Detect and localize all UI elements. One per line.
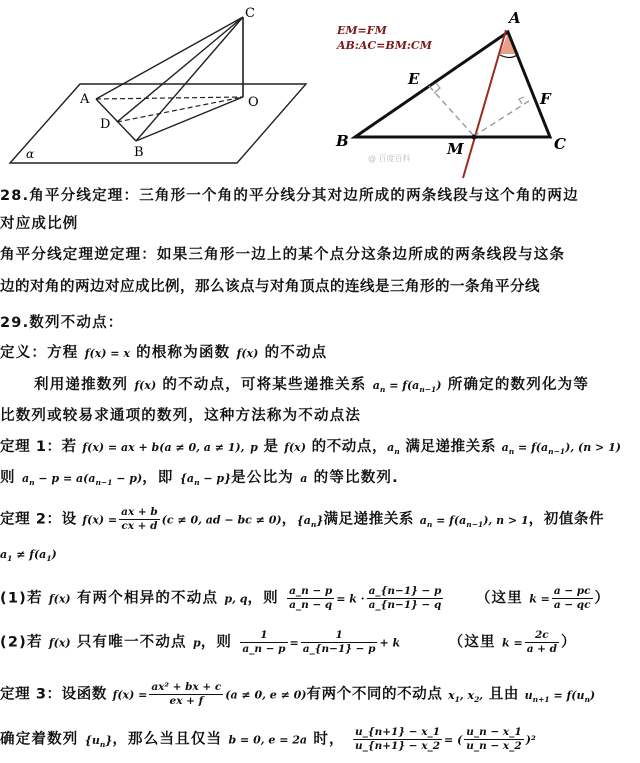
thm2-case2 xyxy=(0,629,577,656)
case2-text-a: 只有唯一不动点 xyxy=(76,634,187,651)
thm1-label: 定理 1： xyxy=(0,439,62,455)
thm1-math4: $a_n$ xyxy=(387,441,400,457)
s29-para1-line1 xyxy=(34,373,589,394)
thm3-l2-text-b: ，那么当且仅当 xyxy=(112,731,223,748)
thm2-fraction: $\frac{ax + b}{cx + d}$ xyxy=(121,506,158,532)
thm1-l2-text-b: ，即 xyxy=(142,470,174,486)
case1-frac1: $\frac{a\_n - p}{a\_n - q}$ xyxy=(289,585,333,611)
label-o: O xyxy=(248,95,259,110)
thm2-text-b: ， xyxy=(281,511,297,528)
def-math1: f(x) = x xyxy=(84,347,130,360)
case1-math2: p, q xyxy=(224,592,248,606)
label-m: M xyxy=(447,140,464,158)
thm3-line1 xyxy=(0,681,595,708)
thm2-case1 xyxy=(0,585,610,612)
thm2-label: 定理 2： xyxy=(0,511,62,528)
thm1-math3: f(x) xyxy=(284,441,306,454)
case2-math2: p xyxy=(193,636,201,650)
inverse-text1: 如果三角形一边上的某个点分这条边所成的两条线段与这条 xyxy=(157,247,566,263)
inverse-title: 角平分线定理逆定理： xyxy=(0,247,157,263)
thm2-line1 xyxy=(0,506,604,533)
thm1-l2-math2: $\{a_n - p\}$ xyxy=(179,472,232,488)
bisector-line xyxy=(463,30,506,178)
case2-note-pre: （这里 xyxy=(448,634,496,651)
thm3-fraction: $\frac{\text{ax² + bx + c}}{ex + f}$ xyxy=(151,681,222,707)
perpendicular-em xyxy=(429,86,474,136)
s28-text1: 三角形一个角的平分线分其对边所成的两条线段与这个角的两边 xyxy=(139,188,579,204)
thm3-l2-text-c: 时， xyxy=(313,731,345,748)
case2-k: k = xyxy=(502,636,523,650)
thm1-line2 xyxy=(0,466,399,487)
case2-eq: = xyxy=(289,636,299,650)
thm2-math2: (c ≠ 0, ad − bc ≠ 0) xyxy=(161,513,282,527)
thm2-line2 xyxy=(0,546,57,563)
perpendicular-fm xyxy=(474,101,529,136)
label-alpha: α xyxy=(26,147,35,161)
case2-math1: f(x) xyxy=(48,636,71,650)
p1-text-a: 利用递推数列 xyxy=(34,377,129,393)
def-label: 定义： xyxy=(0,345,48,361)
plane-alpha xyxy=(10,84,306,163)
case1-text-a: 有两个相异的不动点 xyxy=(76,590,219,607)
thm2-math3: $\{a_n\}$ xyxy=(296,513,324,529)
case2-frac1: $\frac{1}{a\_n - p}$ xyxy=(242,629,286,655)
thm1-l2-text-d: 的等比数列. xyxy=(313,470,399,486)
case1-note-pre: （这里 xyxy=(475,590,523,607)
angle-arc xyxy=(500,55,517,58)
thm1-text-d: 满足递推关系 xyxy=(405,439,496,455)
p1-text-c: 所确定的数列化为等 xyxy=(447,377,590,393)
case1-mid: = k · xyxy=(336,592,365,606)
thm1-l2-text-c: 是公比为 xyxy=(231,470,294,486)
case2-text-b: ，则 xyxy=(200,634,233,651)
s28-line2: 对应成比例 xyxy=(0,216,79,232)
case1-k: k = xyxy=(529,592,550,606)
label-a: A xyxy=(509,9,521,27)
label-c: C xyxy=(245,6,255,21)
thm3-l2-text-a: 确定着数列 xyxy=(0,731,79,748)
label-b: B xyxy=(336,132,349,150)
thm1-math5: $a_n = f(a_{n-1})$, (n > 1) xyxy=(501,441,621,457)
thm1-l2-math1: $a_n - p = a(a_{n-1} - p)$ xyxy=(21,472,143,488)
thm3-frac2: $\frac{u\_n - x\_1}{u\_n - x\_2}$ xyxy=(466,726,522,752)
thm1-text-a: 若 xyxy=(61,439,77,455)
thm2-text-a: 设 xyxy=(61,511,77,528)
thm2-text-c: 满足递推关系 xyxy=(323,511,415,528)
equation-em-fm: EM=FM xyxy=(337,24,387,37)
s29-definition xyxy=(0,341,327,362)
figures-area xyxy=(0,0,640,180)
thm3-label: 定理 3： xyxy=(0,686,62,703)
case2-frac2: $\frac{1}{a\_\{n-1\} - p}$ xyxy=(302,629,376,655)
thm1-l2-math3: a xyxy=(300,472,308,485)
s28-title: 28.角平分线定理： xyxy=(0,188,140,204)
thm3-math1: f(x) = xyxy=(112,688,148,702)
label-d: D xyxy=(100,117,111,132)
case1-frac2: $\frac{a\_\{n-1\} - p}{a\_\{n-1\} - q}$ xyxy=(368,585,442,611)
thm3-text-c: 且由 xyxy=(488,686,519,703)
thm3-math2: (a ≠ 0, e ≠ 0) xyxy=(225,688,307,702)
thm3-frac1: $\frac{u\_\{n+1\} - x\_1}{u\_\{n+1\} - x\_2}$ xyxy=(354,726,441,752)
thm1-math2: p xyxy=(250,441,258,454)
case2-plus: + k xyxy=(379,636,401,650)
right-triangle-figure xyxy=(335,9,566,178)
thm1-line1 xyxy=(0,435,621,456)
s29-para1-line2: 比数列或较易求通项的数列，这种方法称为不动点法 xyxy=(0,408,362,424)
label-f: F xyxy=(540,90,551,108)
thm2-initial-condition: $a_1 \ne f(a_1)$ xyxy=(0,548,57,564)
thm3-l2-math2: b = 0, e = 2a xyxy=(228,733,308,747)
thm3-line2 xyxy=(0,726,536,753)
def-text1: 方程 xyxy=(47,345,79,361)
label-c: C xyxy=(554,135,566,153)
thm1-l2-text-a: 则 xyxy=(0,470,16,486)
case2-frac3: $\frac{2c}{a + d}$ xyxy=(526,629,557,655)
thm3-eq: = ( xyxy=(444,733,463,747)
label-a: A xyxy=(80,92,90,107)
s29-title: 29.数列不动点： xyxy=(0,315,124,331)
case1-pre: (1)若 xyxy=(0,590,43,607)
p1-math1: f(x) xyxy=(134,379,157,392)
thm2-text-d: ，初值条件 xyxy=(528,511,605,528)
case1-text-b: ，则 xyxy=(247,590,279,607)
case1-math1: f(x) xyxy=(48,592,71,606)
equation-ratio: AB:AC=BM:CM xyxy=(337,39,432,52)
inverse-line1 xyxy=(0,243,565,264)
thm2-math4: $a_n = f(a_{n-1})$, n > 1 xyxy=(419,513,529,529)
case1-note-post: ） xyxy=(594,590,611,607)
def-text3: 的不动点 xyxy=(264,345,328,361)
watermark-text: @ 百度百科 xyxy=(368,154,411,163)
thm3-math3: $x_1$, $x_2$, xyxy=(448,688,484,704)
thm3-tail: )² xyxy=(525,733,536,747)
left-geometry-figure xyxy=(10,6,306,163)
inverse-line2: 边的对角的两边对应成比例，那么该点与对角顶点的连线是三角形的一条角平分线 xyxy=(0,279,540,295)
thm3-text-b: 有两个不同的不动点 xyxy=(306,686,443,703)
case1-frac3: $\frac{a - pc}{a - qc}$ xyxy=(553,585,591,611)
thm3-l2-math1: $\{u_n\}$ xyxy=(84,733,113,749)
case2-pre: (2)若 xyxy=(0,634,43,651)
case2-note-post: ） xyxy=(560,634,577,651)
thm1-text-b: 是 xyxy=(263,439,279,455)
thm2-math1: f(x) = xyxy=(82,513,118,527)
p1-math2: $a_n = f(a_{n-1})$ xyxy=(372,379,442,395)
label-e: E xyxy=(408,70,420,88)
thm3-math4: $u_{n+1} = f(u_n)$ xyxy=(524,688,596,704)
s28-line1 xyxy=(0,184,579,205)
label-b: B xyxy=(134,145,144,160)
p1-text-b: 的不动点，可将某些递推关系 xyxy=(162,377,367,393)
def-math2: f(x) xyxy=(236,347,259,360)
def-text2: 的根称为函数 xyxy=(136,345,231,361)
thm1-math1: f(x) = ax + b(a ≠ 0, a ≠ 1), xyxy=(82,441,245,454)
thm1-text-c: 的不动点， xyxy=(311,439,388,455)
thm3-text-a: 设函数 xyxy=(61,686,107,703)
